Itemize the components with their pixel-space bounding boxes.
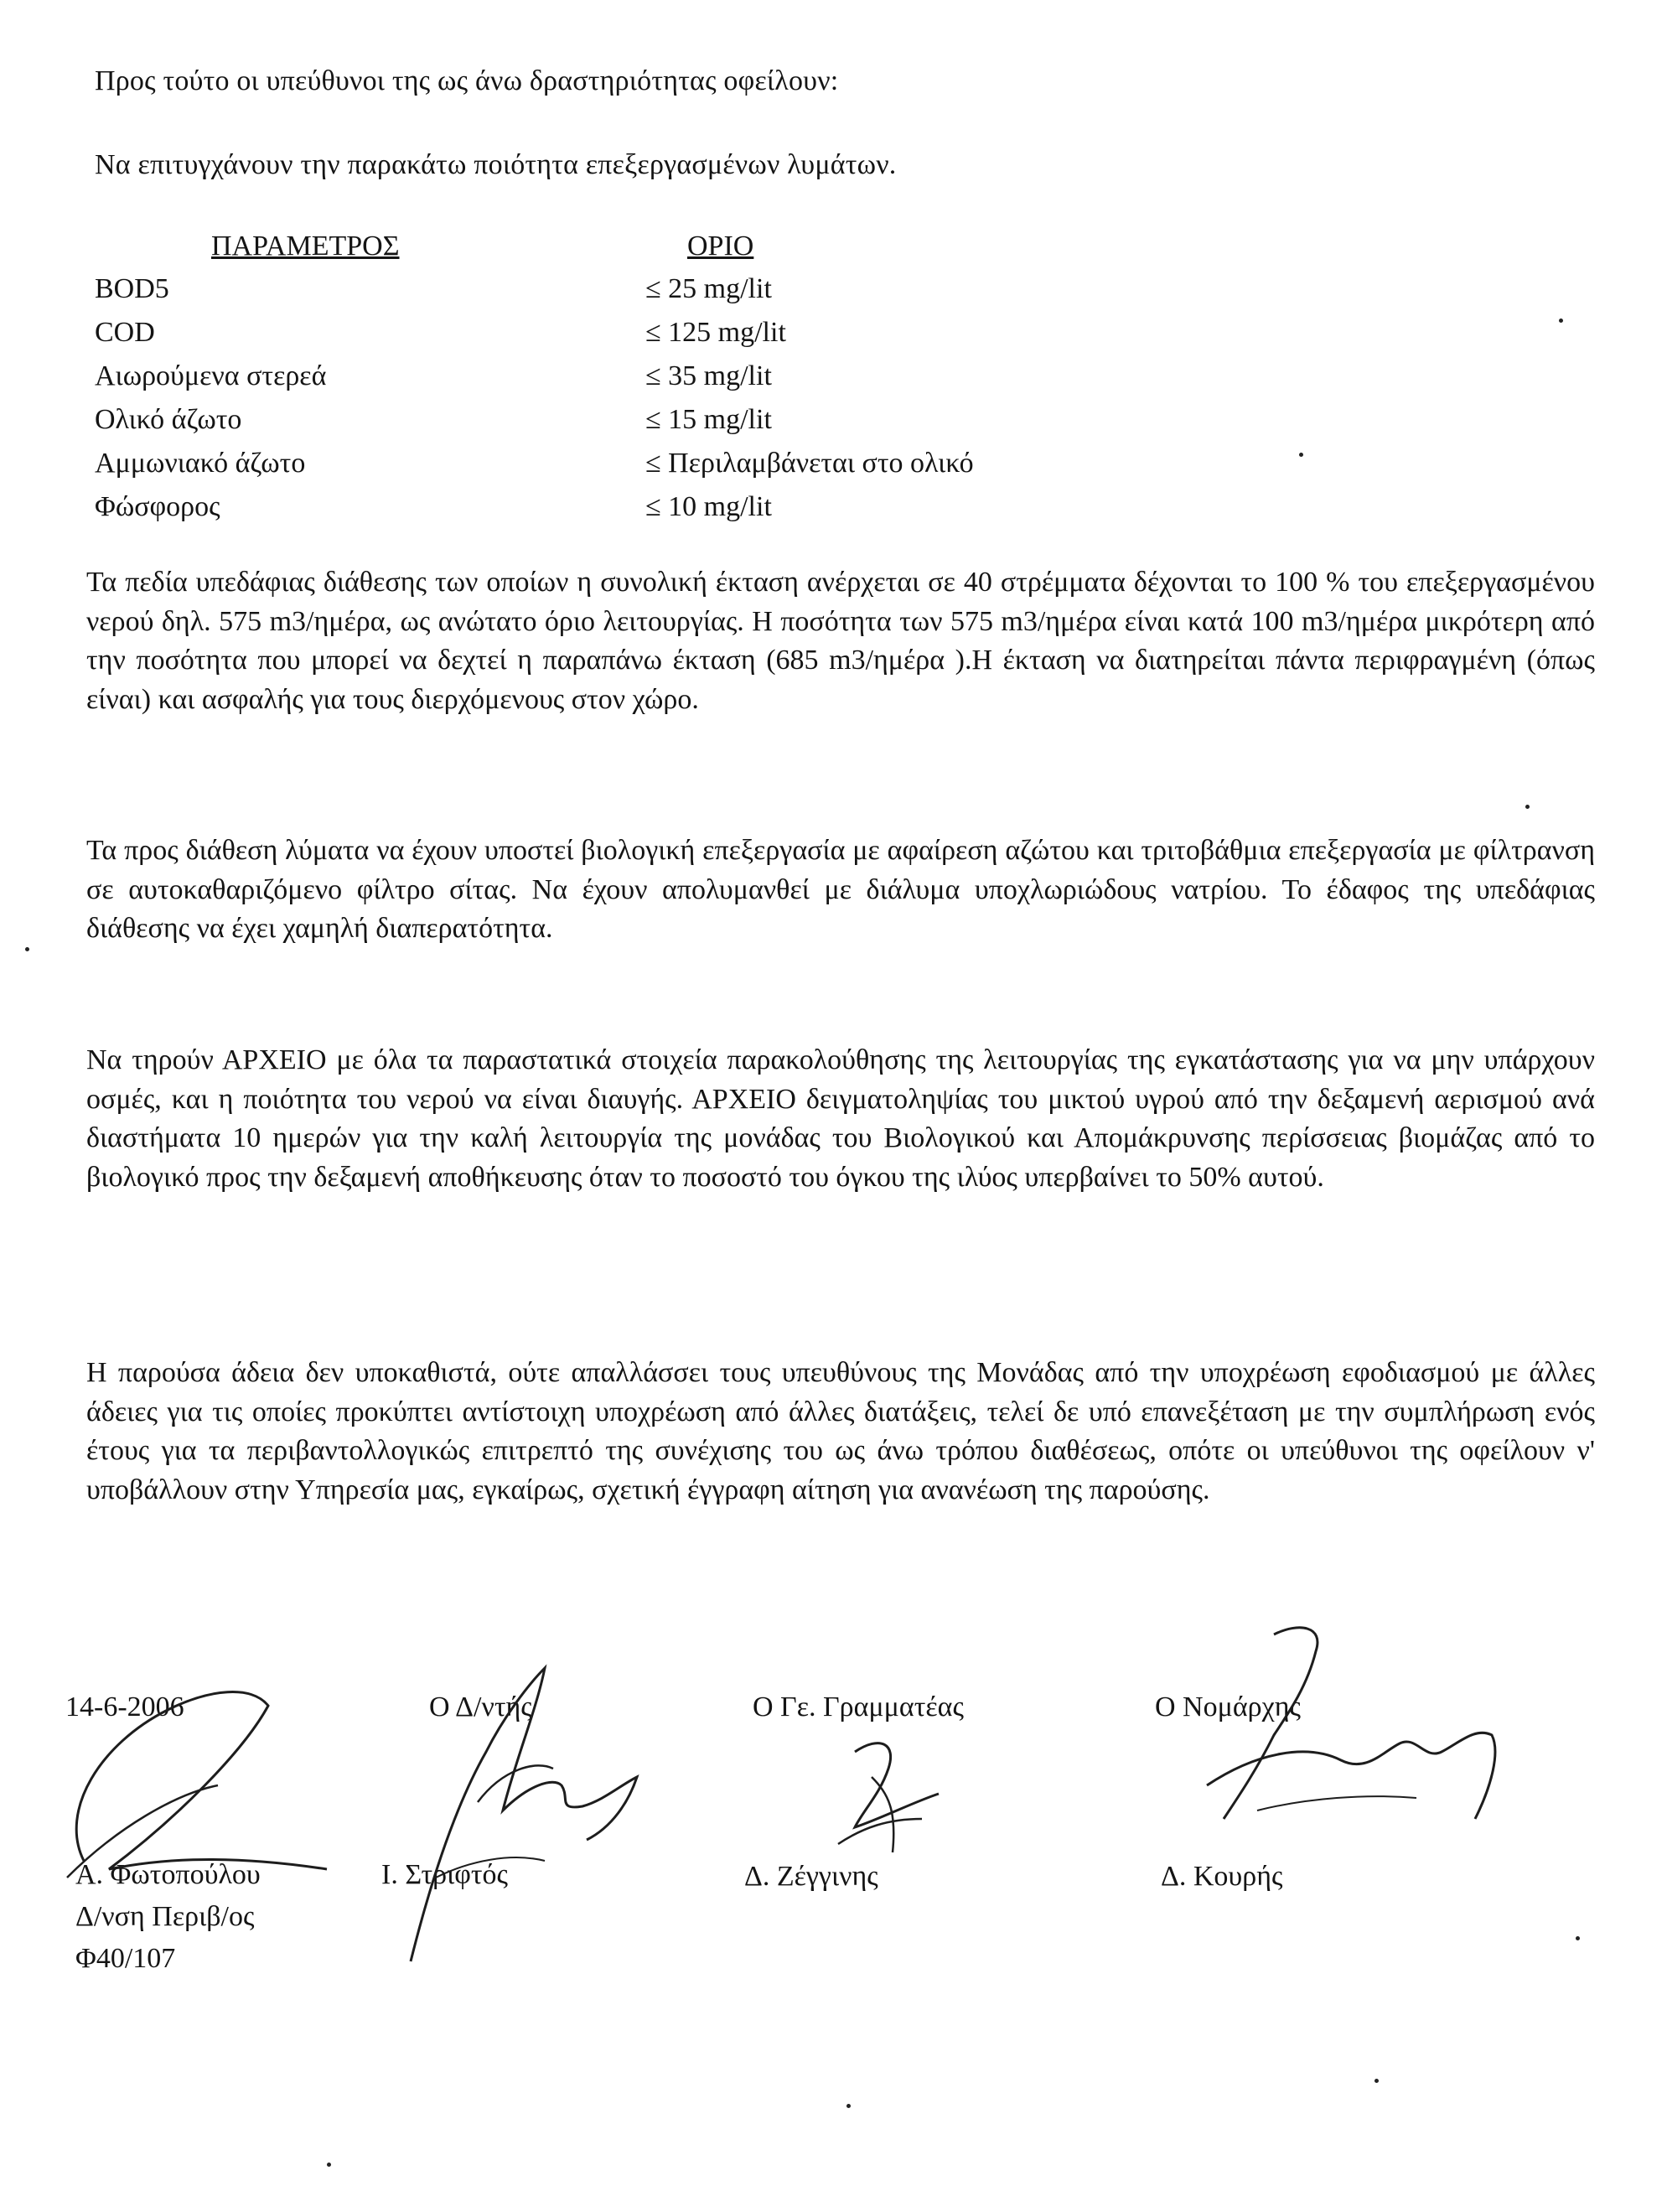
param-name: Αιωρούμενα στερεά (95, 360, 327, 391)
table-header-limit: ΟΡΙΟ (687, 231, 754, 262)
param-name: BOD5 (95, 273, 169, 304)
secretary-signature (805, 1727, 972, 1869)
intro-line-1: Προς τούτο οι υπεύθυνοι της ως άνω δραστηριότητας οφείλουν: (95, 65, 839, 96)
scan-speck (1299, 453, 1303, 457)
param-name: Ολικό άζωτο (95, 404, 242, 435)
date-text: 14-6-2006 (65, 1691, 184, 1722)
director-title: Ο Δ/ντής (429, 1691, 532, 1722)
drafter-department: Δ/νση Περιβ/ος (75, 1901, 255, 1932)
intro-line-2: Να επιτυγχάνουν την παρακάτω ποιότητα επεξεργασμένων λυμάτων. (95, 149, 897, 180)
prefect-title: Ο Νομάρχης (1155, 1691, 1301, 1722)
paragraph-disposal-fields: Τα πεδία υπεδάφιας διάθεσης των οποίων η συνολική έκταση ανέρχεται σε 40 στρέμματα δέχονται το 100 % του επεξεργασμένου νερού δηλ. 575 m3/ημέρα, ως ανώτατο όριο λειτουργίας. Η ποσότητα των 575 m3/ημέρα είναι κατά 100 m3/ημέρα μικρότερη από την ποσότητα που μπορεί να δεχτεί η παραπάνω έκταση (685 m3/ημέρα ).Η έκταση να διατηρείται πάντα περιφραγμένη (όπως είναι) και ασφαλής για τους διερχόμενους στον χώρο. (86, 567, 1595, 715)
scan-speck (846, 2104, 851, 2108)
param-name: Αμμωνιακό άζωτο (95, 448, 306, 479)
scan-speck (1374, 2079, 1379, 2083)
param-name: COD (95, 317, 155, 348)
director-name: Ι. Στριφτός (381, 1859, 509, 1890)
secretary-title: Ο Γε. Γραμματέας (753, 1691, 964, 1722)
param-limit: ≤ 10 mg/lit (645, 491, 772, 522)
prefect-name: Δ. Κουρής (1161, 1861, 1283, 1892)
scan-speck (327, 2163, 331, 2167)
reference-code: Φ40/107 (75, 1943, 176, 1974)
param-limit: ≤ 25 mg/lit (645, 273, 772, 304)
drafter-name: Α. Φωτοπούλου (75, 1859, 261, 1890)
param-limit: ≤ Περιλαμβάνεται στο ολικό (645, 448, 974, 479)
param-limit: ≤ 15 mg/lit (645, 404, 772, 435)
secretary-name: Δ. Ζέγγινης (744, 1861, 878, 1892)
prefect-signature (1157, 1618, 1542, 1869)
scan-speck (1559, 319, 1563, 323)
paragraph-treatment: Τα προς διάθεση λύματα να έχουν υποστεί βιολογική επεξεργασία με αφαίρεση αζώτου και τριτοβάθμια επεξεργασία με φίλτρανση σε αυτοκαθαριζόμενο φίλτρο σίτας. Να έχουν απολυμανθεί με διάλυμα υποχλωριώδους νατρίου. Το έδαφος της υπεδάφιας διάθεσης να έχει χαμηλή διαπερατότητα. (86, 835, 1595, 944)
drafter-signature (50, 1660, 352, 1911)
paragraph-archive: Να τηρούν ΑΡΧΕΙΟ με όλα τα παραστατικά στοιχεία παρακολούθησης της λειτουργίας της εγκατάστασης για να μην υπάρχουν οσμές, και η ποιότητα του νερού να είναι διαυγής. ΑΡΧΕΙΟ δειγματοληψίας του μικτού υγρού από την δεξαμενή αερισμού ανά διαστήματα 10 ημερών για την καλή λειτουργία της μονάδας του Βιολογικού και Απομάκρυνσης περίσσειας βιομάζας από το βιολογικό προς την δεξαμενή αποθήκευσης όταν το ποσοστό του όγκου της ιλύος υπερβαίνει το 50% αυτού. (86, 1044, 1595, 1193)
paragraph-license-terms: Η παρούσα άδεια δεν υποκαθιστά, ούτε απαλλάσσει τους υπευθύνους της Μονάδας από την υποχρέωση εφοδιασμού με άλλες άδειες για τις οποίες προκύπτει αντίστοιχη υποχρέωση από άλλες διατάξεις, τελεί δε υπό επανεξέταση με την συμπλήρωση ενός έτους για τα περιβαντολλογικώς επιτρεπτό της συνέχισης του ως άνω τρόπου διαθέσεως, οπότε οι υπεύθυνοι της οφείλουν ν' υποβάλλουν στην Υπηρεσία μας, εγκαίρως, σχετική έγγραφη αίτηση για ανανέωση της παρούσης. (86, 1357, 1595, 1505)
table-header-parameter: ΠΑΡΑΜΕΤΡΟΣ (211, 231, 400, 262)
scan-speck (25, 947, 29, 951)
scan-speck (1525, 805, 1530, 809)
director-signature (335, 1660, 670, 1978)
scan-speck (1576, 1936, 1580, 1940)
param-limit: ≤ 35 mg/lit (645, 360, 772, 391)
param-name: Φώσφορος (95, 491, 220, 522)
param-limit: ≤ 125 mg/lit (645, 317, 786, 348)
